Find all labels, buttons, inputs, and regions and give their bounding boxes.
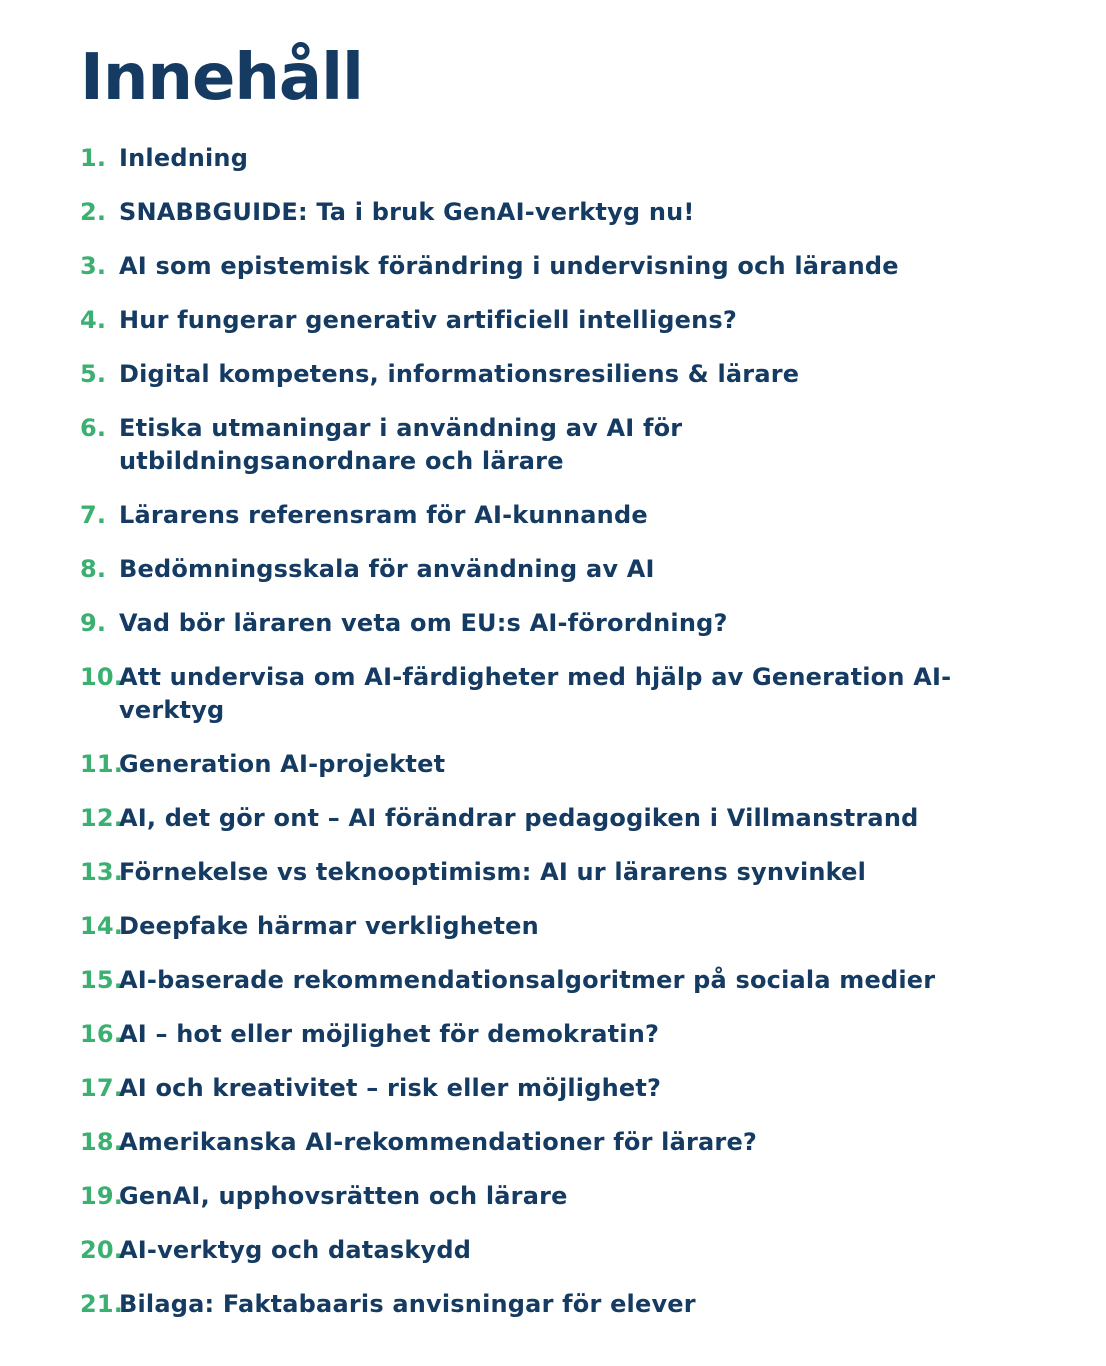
toc-item-label: Bilaga: Faktabaaris anvisningar för elever [119,1290,696,1318]
toc-item-label: Vad bör läraren veta om EU:s AI-förordning? [119,609,728,637]
toc-item-number: 16. [80,1020,124,1048]
toc-item-number: 4. [80,306,107,334]
toc-item-number: 1. [80,144,107,172]
toc-item-label: Lärarens referensram för AI-kunnande [119,501,648,529]
toc-item-label: Inledning [119,144,249,172]
toc-item-8[interactable] [80,553,1000,586]
toc-item-label: Deepfake härmar verkligheten [119,912,539,940]
toc-item-label: Amerikanska AI-rekommendationer för lärare? [119,1128,758,1156]
toc-item-21[interactable] [80,1288,1000,1321]
page-title: Innehåll [80,41,363,115]
toc-item-10[interactable] [80,661,1000,727]
toc-item-number: 5. [80,360,107,388]
toc-item-label: Förnekelse vs teknooptimism: AI ur lärarens synvinkel [119,858,867,886]
table-of-contents [80,142,1000,1342]
toc-item-14[interactable] [80,910,1000,943]
toc-item-15[interactable] [80,964,1000,997]
toc-item-number: 19. [80,1182,124,1210]
toc-item-number: 13. [80,858,124,886]
toc-item-label: AI-baserade rekommendationsalgoritmer på sociala medier [119,966,936,994]
toc-item-label: Digital kompetens, informationsresiliens & lärare [119,360,800,388]
toc-item-number: 3. [80,252,107,280]
toc-item-number: 12. [80,804,124,832]
toc-item-label: Bedömningsskala för användning av AI [119,555,655,583]
toc-item-12[interactable] [80,802,1000,835]
toc-item-label: AI som epistemisk förändring i undervisning och lärande [119,252,899,280]
toc-item-label: AI – hot eller möjlighet för demokratin? [119,1020,660,1048]
toc-item-4[interactable] [80,304,1000,337]
toc-item-number: 14. [80,912,124,940]
toc-item-label: Etiska utmaningar i användning av AI för utbildningsanordnare och lärare [119,414,683,475]
toc-item-13[interactable] [80,856,1000,889]
toc-item-11[interactable] [80,748,1000,781]
toc-item-number: 17. [80,1074,124,1102]
toc-item-label: AI, det gör ont – AI förändrar pedagogiken i Villmanstrand [119,804,919,832]
toc-item-label: Hur fungerar generativ artificiell intelligens? [119,306,738,334]
toc-item-17[interactable] [80,1072,1000,1105]
toc-item-number: 6. [80,414,107,442]
toc-item-number: 15. [80,966,124,994]
toc-item-20[interactable] [80,1234,1000,1267]
toc-item-number: 9. [80,609,107,637]
toc-item-label: Generation AI-projektet [119,750,446,778]
toc-item-18[interactable] [80,1126,1000,1159]
toc-item-label: SNABBGUIDE: Ta i bruk GenAI-verktyg nu! [119,198,695,226]
toc-item-1[interactable] [80,142,1000,175]
toc-item-number: 11. [80,750,124,778]
toc-item-label: AI och kreativitet – risk eller möjlighet? [119,1074,662,1102]
toc-item-label: GenAI, upphovsrätten och lärare [119,1182,568,1210]
toc-item-3[interactable] [80,250,1000,283]
toc-item-7[interactable] [80,499,1000,532]
toc-item-5[interactable] [80,358,1000,391]
toc-item-label: AI-verktyg och dataskydd [119,1236,472,1264]
toc-item-label: Att undervisa om AI-färdigheter med hjälp av Generation AI-verktyg [119,663,952,724]
toc-item-number: 10. [80,663,124,691]
toc-item-9[interactable] [80,607,1000,640]
toc-item-number: 21. [80,1290,124,1318]
toc-item-2[interactable] [80,196,1000,229]
toc-item-number: 7. [80,501,107,529]
toc-item-16[interactable] [80,1018,1000,1051]
toc-item-19[interactable] [80,1180,1000,1213]
toc-item-6[interactable] [80,412,1000,478]
toc-item-number: 18. [80,1128,124,1156]
toc-item-number: 2. [80,198,107,226]
toc-item-number: 8. [80,555,107,583]
toc-item-number: 20. [80,1236,124,1264]
